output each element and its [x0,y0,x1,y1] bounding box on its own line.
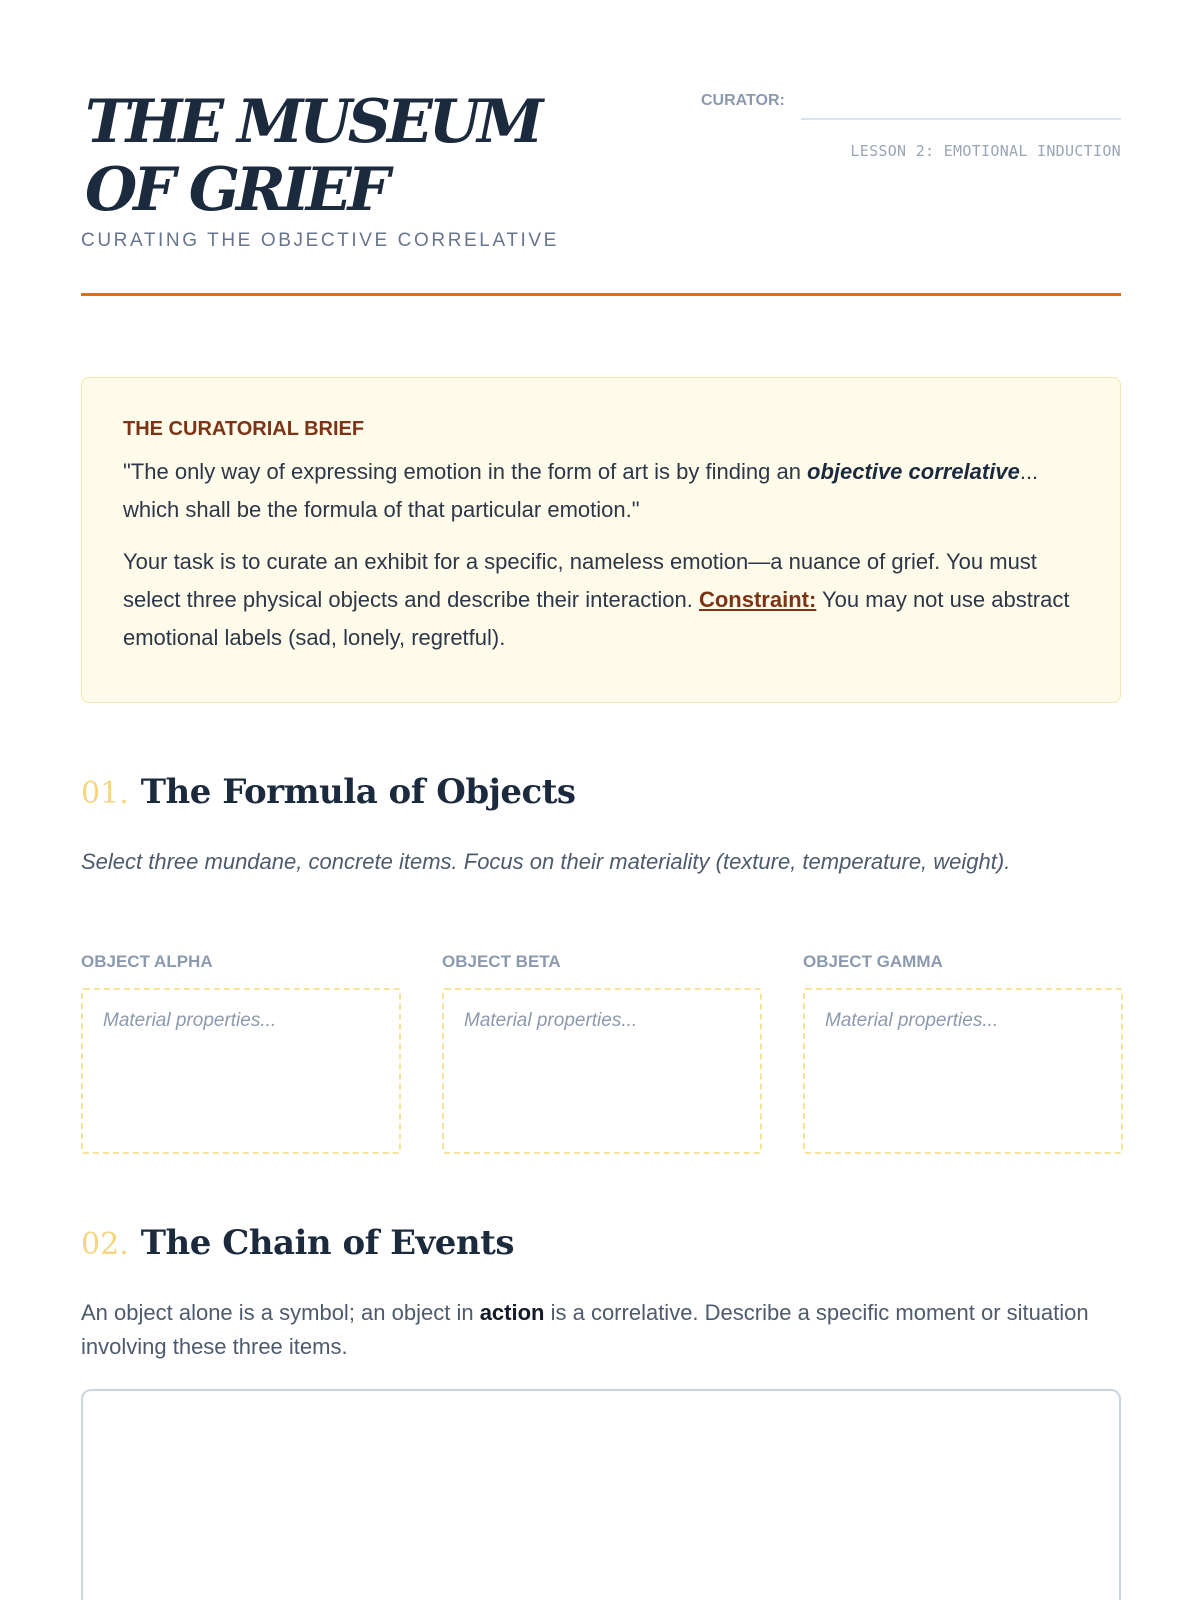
section-2-title: The Chain of Events [140,1223,515,1263]
curator-field[interactable] [801,90,1121,118]
lesson-label: LESSON 2: EMOTIONAL INDUCTION [850,142,1121,160]
section-1-number: 01. [81,776,129,811]
object-gamma-input[interactable] [803,988,1123,1154]
object-gamma-card [803,952,1123,1159]
object-gamma-label: OBJECT GAMMA [803,952,943,971]
brief-heading: THE CURATORIAL BRIEF [123,418,365,440]
quote-part-2: ... which shall be the formula of that particular emotion." [123,459,1039,522]
object-beta-card [442,952,762,1159]
chain-of-events-input[interactable] [81,1389,1121,1600]
quote-part-1: "The only way of expressing emotion in the form of art is by finding an [123,459,808,484]
object-beta-label: OBJECT BETA [442,952,561,971]
worksheet-header [81,80,1121,296]
section-1-title: The Formula of Objects [140,772,576,812]
section-2-intro-bold: action [479,1300,545,1325]
page-subtitle: CURATING THE OBJECTIVE CORRELATIVE [81,230,559,251]
section-2-heading [81,1223,514,1263]
task-part-2: You may not use abstract emotional labels (sad, lonely, regretful). [123,587,1070,650]
section-2-intro-part-1: An object alone is a symbol; an object in [81,1300,480,1325]
object-alpha-input[interactable] [81,988,401,1154]
section-2-intro [81,1296,1121,1364]
section-2-intro-part-2: is a correlative. Describe a specific moment or situation involving these three items. [81,1300,1089,1359]
section-2-number: 02. [81,1227,129,1262]
task-part-1: Your task is to curate an exhibit for a specific, nameless emotion—a nuance of grief. You must select three physical objects and describe their interaction. [123,549,1037,612]
brief-quote [123,453,1080,529]
page-title: THE MUSEUM OF GRIEF [85,87,540,225]
section-1-intro: Select three mundane, concrete items. Focus on their materiality (texture, temperature, weight). [81,849,1011,874]
section-1-heading [81,772,576,812]
brief-task [123,543,1080,657]
object-alpha-card [81,952,401,1159]
constraint-label: Constraint: [698,587,817,612]
object-beta-input[interactable] [442,988,762,1154]
object-alpha-label: OBJECT ALPHA [81,952,213,971]
quote-emphasis: objective correlative [807,459,1020,484]
curatorial-brief [81,377,1121,703]
curator-label: CURATOR: [701,92,785,109]
curator-underline [801,118,1121,120]
